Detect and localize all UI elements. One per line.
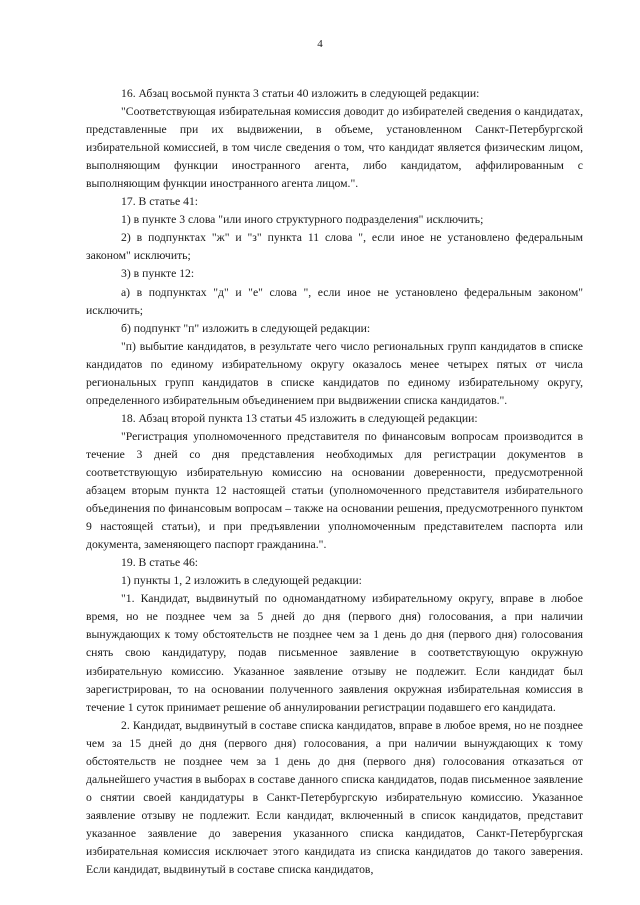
paragraph: 19. В статье 46:: [121, 556, 199, 570]
paragraph: "Соответствующая избирательная комиссия доводит до избирателей сведения о кандидатах, представленные при их выдвижении, в объеме, установленном Санкт-Петербургской избирательной комиссией, в том числе сведения о том, что кандидат является физическим лицом, выполняющим функции иностранного агента, либо кандидатом, аффилированным с выполняющим функции иностранного агента лицом.".: [86, 105, 583, 191]
paragraph: 18. Абзац второй пункта 13 статьи 45 изложить в следующей редакции:: [121, 411, 478, 425]
paragraph: а) в подпунктах "д" и "е" слова ", если иное не установлено федеральным законом" исключить;: [86, 285, 583, 317]
paragraph: 2) в подпунктах "ж" и "з" пункта 11 слова ", если иное не установлено федеральным законом" исключить;: [86, 231, 583, 263]
paragraph: 3) в пункте 12:: [121, 267, 195, 281]
paragraph: "п) выбытие кандидатов, в результате чего число региональных групп кандидатов в списке кандидатов по единому избирательному округу оказалось менее четырех пятых от числа региональных групп кандидатов в списке кандидатов по единому избирательному округу, определенного избирательным объединением при выдвижении списка кандидатов.".: [86, 339, 583, 407]
paragraph: "Регистрация уполномоченного представителя по финансовым вопросам производится в течение 3 дней со дня представления необходимых для регистрации документов в соответствующую избирательную комиссию на основании доверенности, предусмотренной абзацем вторым пункта 12 настоящей статьи (уполномоченного представителя избирательного объединения по финансовым вопросам – также на основании решения, предусмотренного пунктом 9 настоящей статьи), и при предъявлении уполномоченным представителем паспорта или документа, заменяющего паспорт гражданина.".: [86, 429, 583, 552]
paragraph: "1. Кандидат, выдвинутый по одномандатному избирательному округу, вправе в любое время, но не позднее чем за 5 дней до дня (первого дня) голосования, а при наличии вынуждающих к тому обстоятельств не позднее чем за 1 день до дня (первого дня) голосования снять свою кандидатуру, подав письменное заявление в соответствующую окружную избирательную комиссию. Указанное заявление отзыву не подлежит. Если кандидат был зарегистрирован, то на основании полученного заявления окружная избирательная комиссия в течение 1 суток принимает решение об аннулировании регистрации подавшего его кандидата.: [86, 592, 583, 714]
paragraph: 17. В статье 41:: [121, 195, 199, 209]
paragraph: 2. Кандидат, выдвинутый в составе списка кандидатов, вправе в любое время, но не позднее чем за 15 дней до дня (первого дня) голосования, а при наличии вынуждающих к тому обстоятельств не позднее чем за 1 день до дня (первого дня) голосования отказаться от дальнейшего участия в выборах в составе данного списка кандидатов, подав письменное заявление о снятии своей кандидатуры в Санкт-Петербургскую избирательную комиссию. Указанное заявление отзыву не подлежит. Если кандидат, включенный в список кандидатов, представит указанное заявление до заверения указанного списка кандидатов, Санкт-Петербургская избирательная комиссия исключает этого кандидата из списка кандидатов до такого заверения. Если кандидат, выдвинутый в составе списка кандидатов,: [86, 718, 583, 877]
paragraph: 1) в пункте 3 слова "или иного структурного подразделения" исключить;: [121, 213, 484, 227]
paragraph: б) подпункт "п" изложить в следующей редакции:: [121, 321, 371, 335]
document-body: [86, 85, 583, 879]
page-number: 4: [317, 38, 323, 50]
paragraph: 1) пункты 1, 2 изложить в следующей редакции:: [121, 574, 362, 588]
paragraph: 16. Абзац восьмой пункта 3 статьи 40 изложить в следующей редакции:: [121, 87, 480, 100]
